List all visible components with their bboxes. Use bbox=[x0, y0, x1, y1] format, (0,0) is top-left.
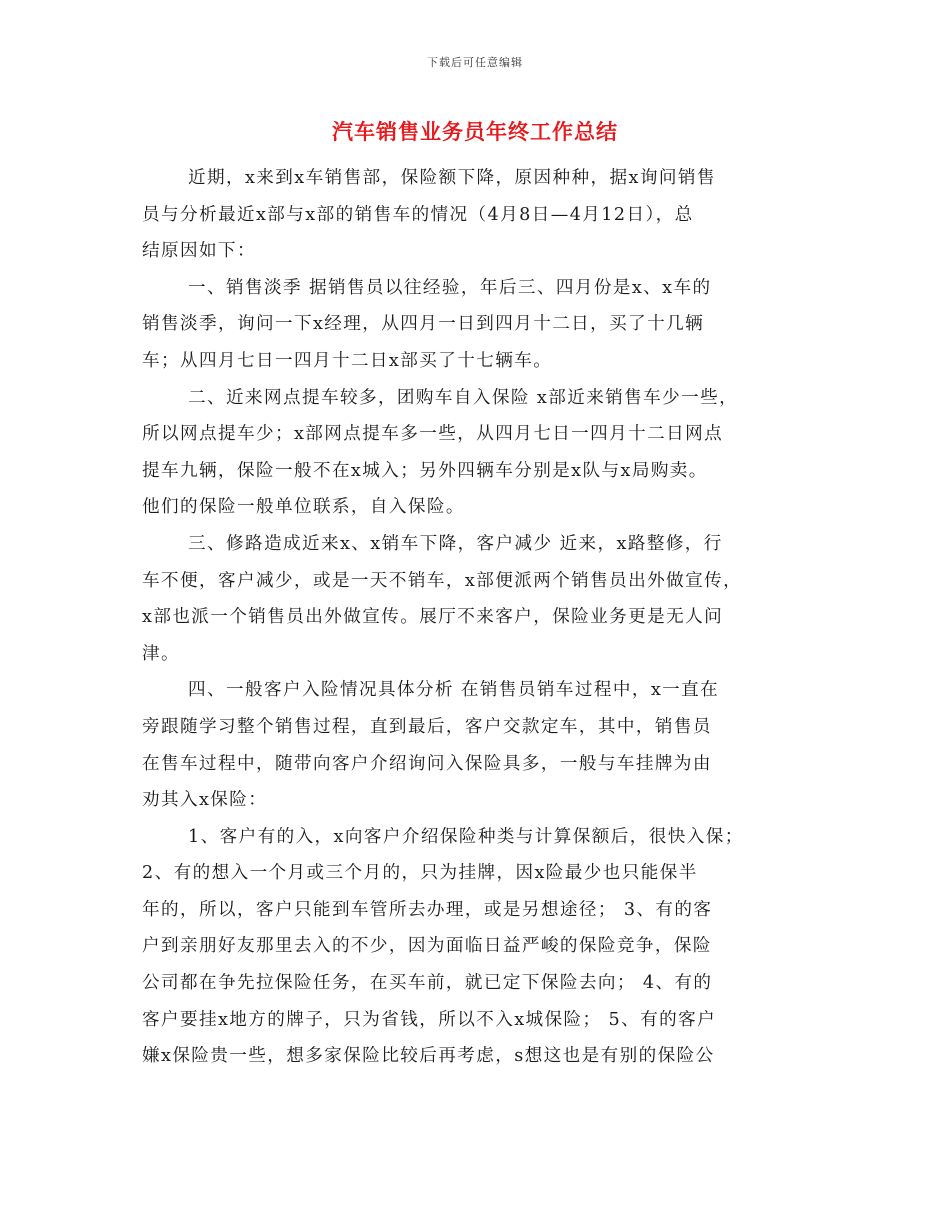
text-line: 四、一般客户入险情况具体分析 在销售员销车过程中，x一直在 bbox=[188, 680, 720, 701]
text-line: 一、销售淡季 据销售员以往经验，年后三、四月份是x、x车的 bbox=[188, 277, 712, 298]
header-note: 下载后可任意编辑 bbox=[427, 56, 523, 69]
text-line: 销售淡季，询问一下x经理，从四月一日到四月十二日，买了十几辆 bbox=[142, 314, 705, 335]
text-line: 近期，x来到x车销售部，保险额下降，原因种种，据x询问销售 bbox=[188, 168, 716, 188]
text-line: 户到亲朋好友那里去入的不少，因为面临日益严峻的保险竞争，保险 bbox=[142, 936, 712, 957]
text-line: 旁跟随学习整个销售过程，直到最后，客户交款定车，其中，销售员 bbox=[142, 716, 712, 737]
text-line: 公司都在争先拉保险任务，在买车前，就已定下保险去向； 4、有的 bbox=[142, 973, 713, 994]
text-line: 员与分析最近x部与x部的销售车的情况（4月8日—4月12日），总 bbox=[142, 204, 694, 225]
text-line: 劝其入x保险： bbox=[142, 790, 268, 811]
text-line: 车不便，客户减少，或是一天不销车，x部便派两个销售员出外做宣传， bbox=[142, 570, 743, 591]
text-line: 所以网点提车少；x部网点提车多一些，从四月七日一四月十二日网点 bbox=[142, 424, 724, 445]
text-line: 车；从四月七日一四月十二日x部买了十七辆车。 bbox=[142, 350, 553, 371]
text-line: 提车九辆，保险一般不在x城入；另外四辆车分别是x队与x局购卖。 bbox=[142, 460, 708, 481]
text-line: 他们的保险一般单位联系，自入保险。 bbox=[142, 497, 465, 518]
text-line: 三、修路造成近来x、x销车下降，客户减少 近来，x路整修，行 bbox=[188, 533, 723, 554]
text-line: 津。 bbox=[142, 643, 180, 664]
text-line: x部也派一个销售员出外做宣传。展厅不来客户，保险业务更是无人问 bbox=[142, 607, 724, 628]
document-body bbox=[142, 160, 812, 1075]
text-line: 嫌x保险贵一些，想多家保险比较后再考虑，s想这也是有别的保险公 bbox=[142, 1046, 715, 1067]
document-title: 汽车销售业务员年终工作总结 bbox=[332, 119, 618, 144]
text-line: 客户要挂x地方的牌子，只为省钱，所以不入x城保险； 5、有的客户 bbox=[142, 1009, 717, 1030]
text-line: 2、有的想入一个月或三个月的，只为挂牌，因x险最少也只能保半 bbox=[142, 863, 698, 884]
text-line: 年的，所以，客户只能到车管所去办理，或是另想途径； 3、有的客 bbox=[142, 899, 713, 920]
text-line: 结原因如下： bbox=[142, 241, 256, 262]
text-line: 1、客户有的入，x向客户介绍保险种类与计算保额后，很快入保； bbox=[188, 826, 744, 847]
text-line: 二、近来网点提车较多，团购车自入保险 x部近来销售车少一些， bbox=[188, 387, 739, 408]
text-line: 在售车过程中，随带向客户介绍询问入保险具多，一般与车挂牌为由 bbox=[142, 753, 712, 774]
